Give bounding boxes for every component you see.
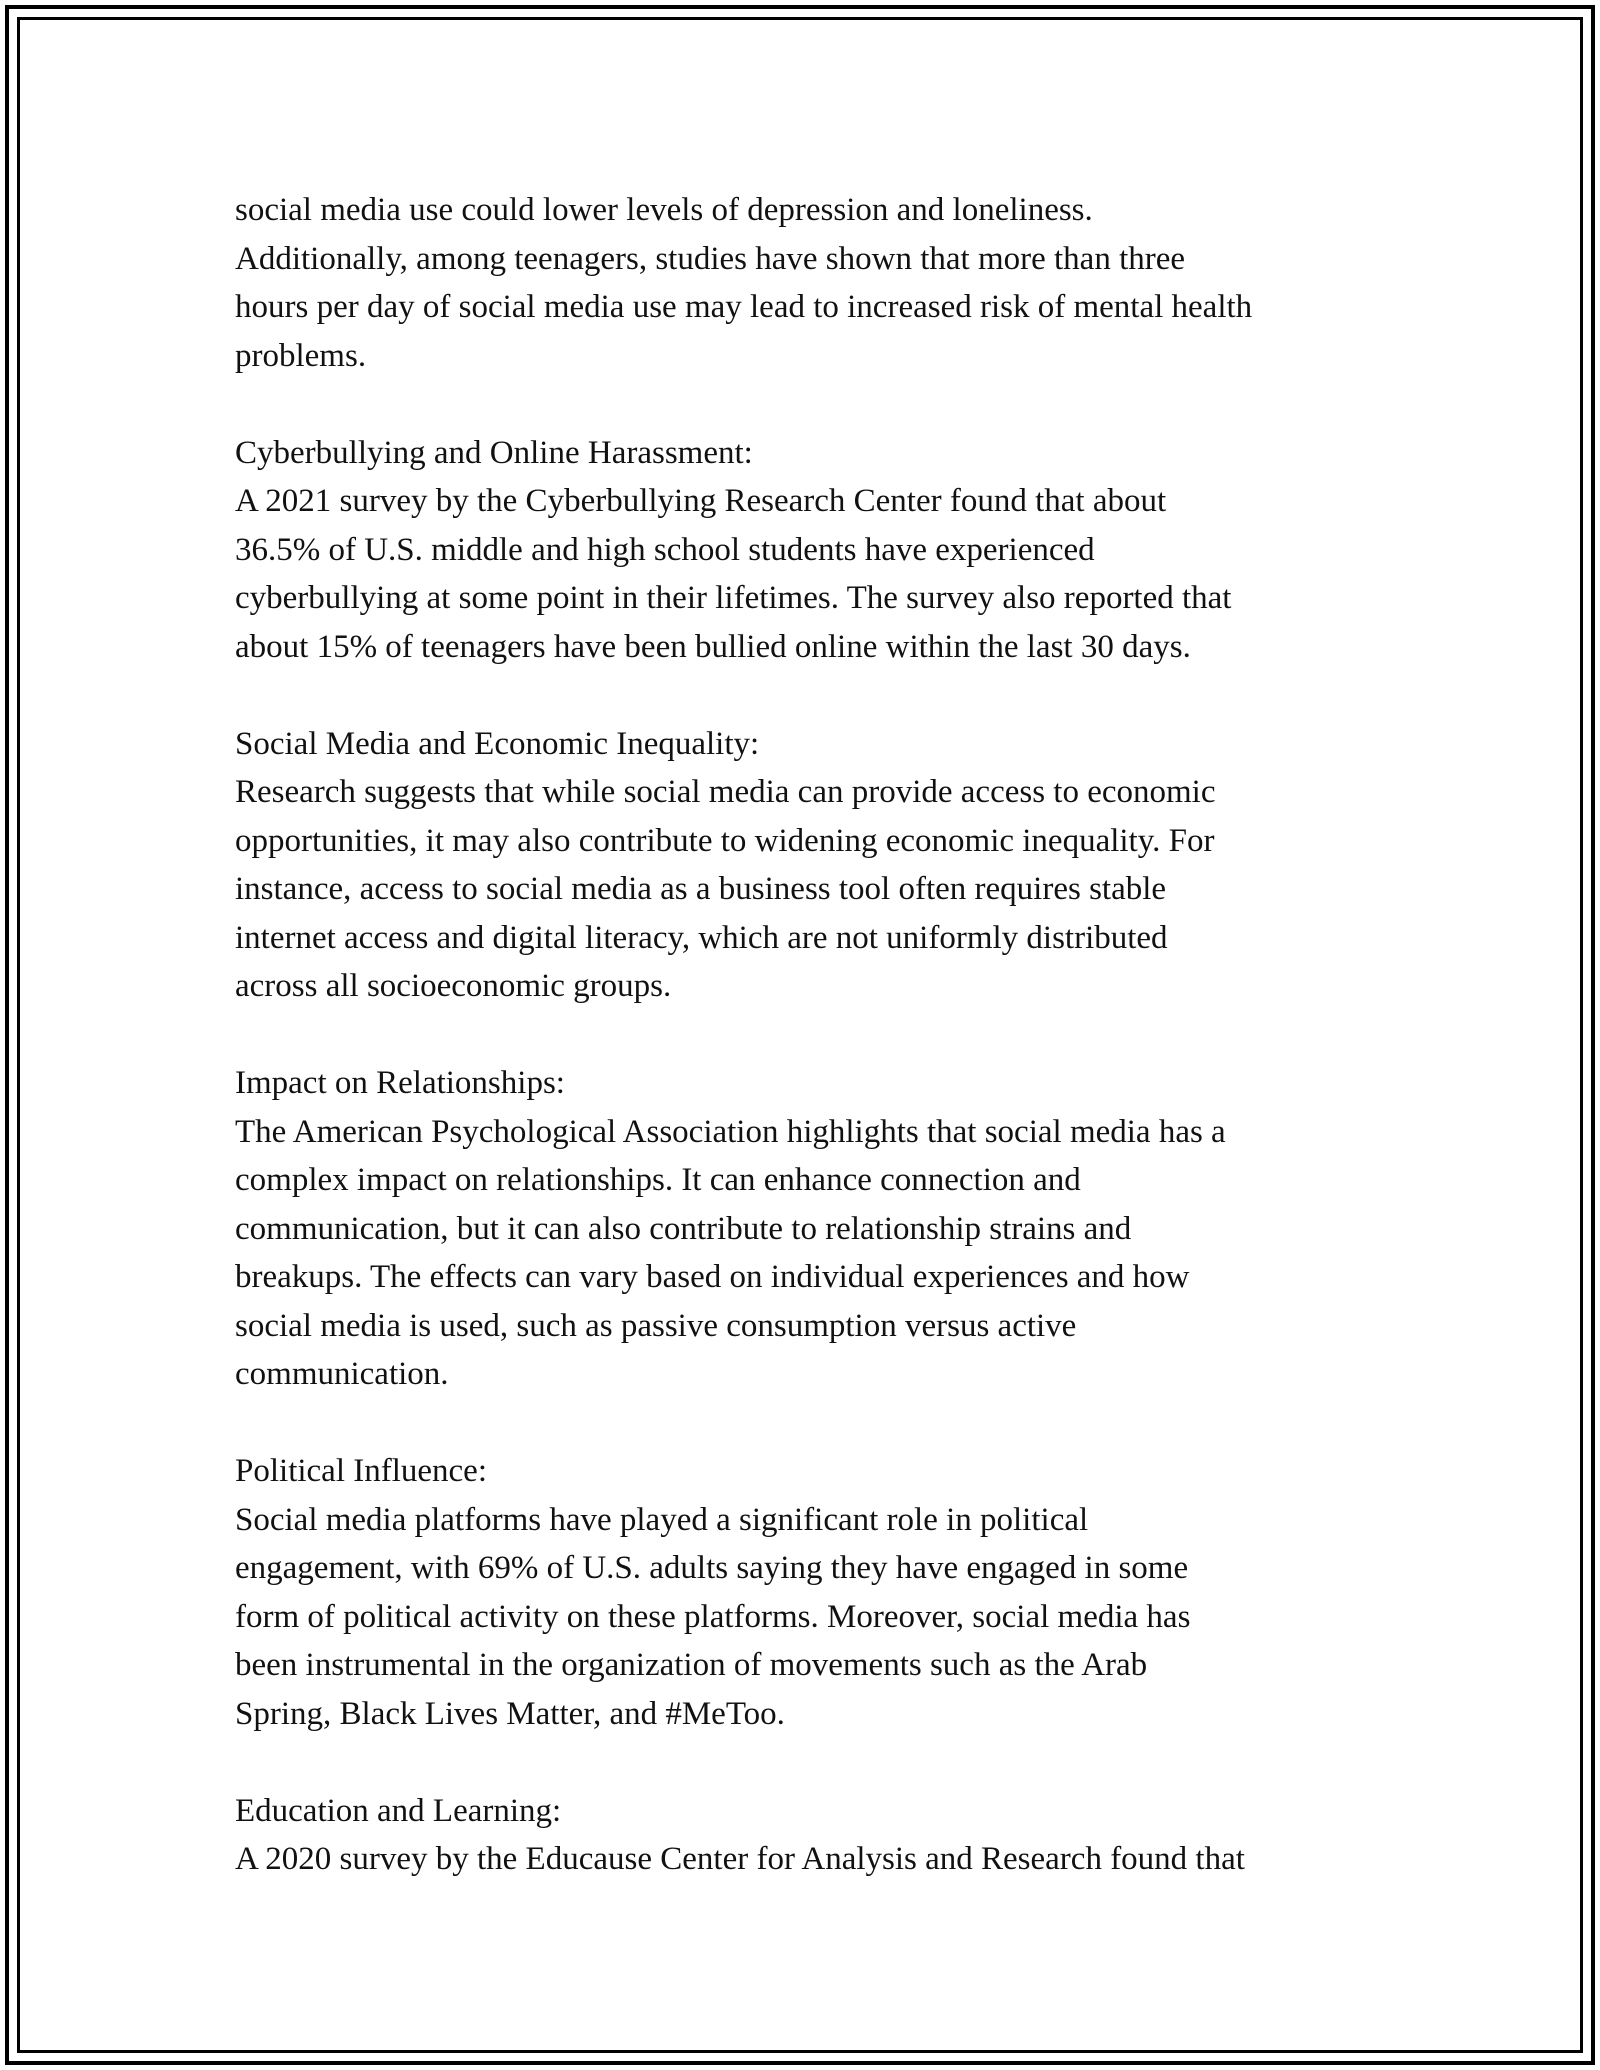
paragraph-spacer: [235, 1738, 1405, 1787]
section-political-influence: [235, 1447, 1405, 1738]
paragraph-continuation: [235, 186, 1405, 380]
document-body: [235, 186, 1405, 1884]
text-line: about 15% of teenagers have been bullied online within the last 30 days.: [235, 628, 1191, 665]
section-heading: Education and Learning:: [235, 1792, 562, 1829]
text-line: cyberbullying at some point in their lifetimes. The survey also reported that: [235, 580, 1232, 616]
text-line: A 2021 survey by the Cyberbullying Research Center found that about: [235, 483, 1167, 519]
paragraph-spacer: [235, 671, 1405, 720]
section-cyberbullying: [235, 429, 1405, 672]
section-heading: Cyberbullying and Online Harassment:: [235, 434, 753, 471]
paragraph-spacer: [235, 380, 1405, 429]
text-line: 36.5% of U.S. middle and high school students have experienced: [235, 531, 1095, 568]
text-line: complex impact on relationships. It can enhance connection and: [235, 1162, 1081, 1198]
text-line: breakups. The effects can vary based on individual experiences and how: [235, 1259, 1190, 1295]
text-line: Social media platforms have played a significant role in political: [235, 1501, 1089, 1538]
text-line: Spring, Black Lives Matter, and #MeToo.: [235, 1695, 785, 1732]
text-line: internet access and digital literacy, which are not uniformly distributed: [235, 919, 1168, 956]
text-line: communication.: [235, 1356, 449, 1392]
text-line: opportunities, it may also contribute to widening economic inequality. For: [235, 822, 1215, 859]
text-line: problems.: [235, 337, 367, 374]
text-line: been instrumental in the organization of movements such as the Arab: [235, 1647, 1148, 1683]
text-line: A 2020 survey by the Educause Center for Analysis and Research found that: [235, 1841, 1245, 1877]
text-line: instance, access to social media as a business tool often requires stable: [235, 871, 1167, 907]
text-line: social media is used, such as passive consumption versus active: [235, 1307, 1077, 1344]
text-line: engagement, with 69% of U.S. adults saying they have engaged in some: [235, 1550, 1189, 1586]
paragraph-spacer: [235, 1011, 1405, 1060]
section-heading: Social Media and Economic Inequality:: [235, 725, 760, 762]
section-education: [235, 1787, 1405, 1884]
section-heading: Impact on Relationships:: [235, 1065, 565, 1101]
text-line: form of political activity on these platforms. Moreover, social media has: [235, 1598, 1191, 1635]
text-line: communication, but it can also contribute to relationship strains and: [235, 1210, 1132, 1247]
section-relationships: [235, 1059, 1405, 1399]
section-economic-inequality: [235, 720, 1405, 1011]
text-line: The American Psychological Association highlights that social media has a: [235, 1113, 1226, 1150]
paragraph-spacer: [235, 1399, 1405, 1448]
section-heading: Political Influence:: [235, 1453, 487, 1489]
text-line: Research suggests that while social media can provide access to economic: [235, 774, 1216, 810]
text-line: across all socioeconomic groups.: [235, 968, 672, 1004]
text-line: Additionally, among teenagers, studies have shown that more than three: [235, 240, 1186, 277]
text-line: hours per day of social media use may lead to increased risk of mental health: [235, 289, 1253, 325]
text-line: social media use could lower levels of depression and loneliness.: [235, 192, 1093, 228]
